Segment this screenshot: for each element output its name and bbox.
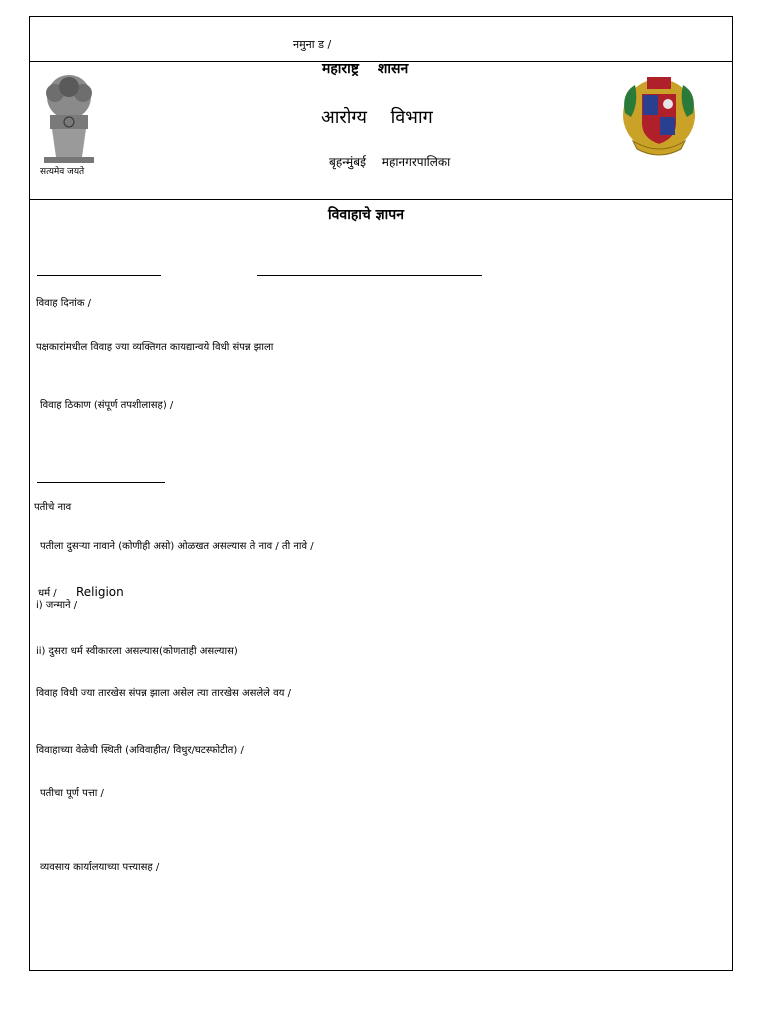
religion-by-birth-label: i) जन्माने / bbox=[36, 600, 78, 611]
government-name: महाराष्ट्र शासन bbox=[322, 61, 409, 77]
religion-label: धर्म / bbox=[38, 588, 57, 599]
religion-converted-label: ii) दुसरा धर्म स्वीकारला असल्यास(कोणताही असल्यास) bbox=[36, 646, 238, 657]
form-frame bbox=[29, 16, 733, 971]
marriage-place-label: विवाह ठिकाण (संपूर्ण तपशीलासह) / bbox=[40, 400, 174, 411]
document-title: विवाहाचे ज्ञापन bbox=[328, 207, 404, 223]
full-address-label: पतीचा पूर्ण पत्ता / bbox=[40, 788, 104, 799]
age-at-marriage-label: विवाह विधी ज्या तारखेस संपन्न झाला असेल त्या तारखेस असलेले वय / bbox=[36, 688, 292, 699]
religion-english-label: Religion bbox=[76, 585, 124, 599]
personal-law-label: पक्षकारांमधील विवाह ज्या व्यक्तिगत कायद्यान्वये विधी संपन्न झाला bbox=[36, 342, 274, 353]
department-name: आरोग्य विभाग bbox=[321, 107, 433, 128]
marriage-date-label: विवाह दिनांक / bbox=[36, 298, 92, 309]
blank-line bbox=[37, 482, 165, 483]
municipal-crest-icon bbox=[619, 73, 699, 157]
other-name-label: पतीला दुसऱ्या नावाने (कोणीही असो) ओळखत असल्यास ते नाव / ती नावे / bbox=[40, 541, 314, 552]
emblem-motto: सत्यमेव जयते bbox=[40, 167, 85, 177]
office-address-label: व्यवसाय कार्यालयाच्या पत्त्यासह / bbox=[40, 862, 160, 873]
marital-status-label: विवाहाच्या वेळेची स्थिती (अविवाहीत/ विधुर/घटस्फोटीत) / bbox=[36, 745, 244, 756]
header-divider bbox=[30, 199, 732, 200]
husband-name-label: पतीचे नाव bbox=[34, 502, 72, 513]
form-number: नमुना ड / bbox=[293, 38, 332, 51]
blank-line bbox=[37, 275, 161, 276]
corporation-name: बृहन्मुंबई महानगरपालिका bbox=[329, 155, 451, 169]
ashoka-emblem-icon bbox=[38, 67, 100, 179]
blank-line bbox=[257, 275, 482, 276]
